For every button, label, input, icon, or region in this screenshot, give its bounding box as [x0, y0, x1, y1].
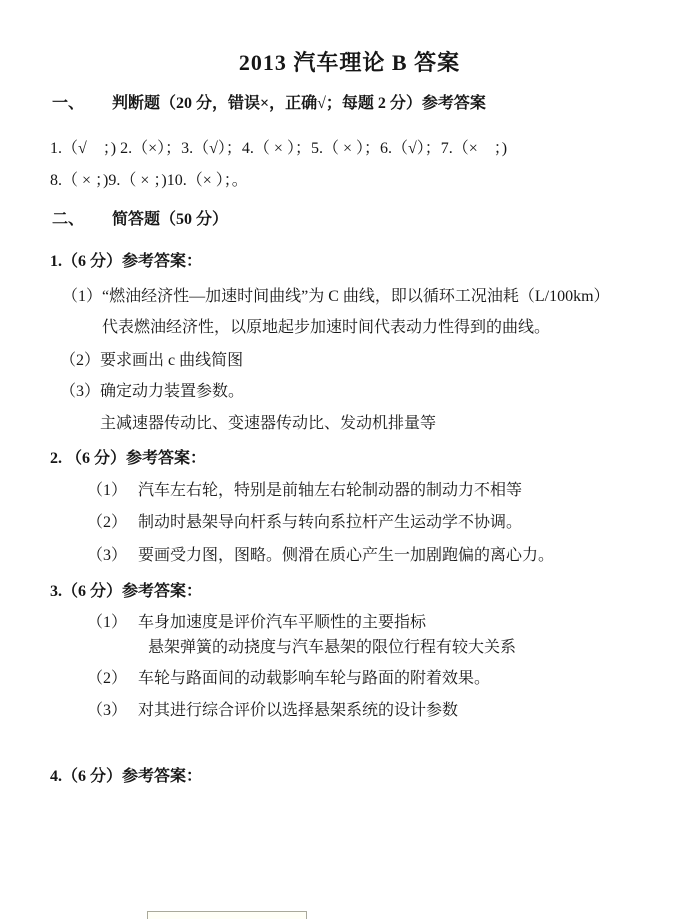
- q3-item-3-number: （3）: [87, 702, 128, 719]
- q3-heading: 3.（6 分）参考答案：: [50, 583, 203, 600]
- q1-item-3: （3）确定动力装置参数。: [60, 383, 245, 400]
- section-short-answer-title: 简答题（50 分）: [112, 211, 229, 228]
- q3-item-2-text: 车轮与路面间的动载影响车轮与路面的附着效果。: [138, 670, 491, 687]
- section-judgment-number: 一、: [52, 95, 85, 112]
- q2-item-3-text: 要画受力图，图略。侧滑在质心产生一加剧跑偏的离心力。: [138, 547, 555, 564]
- q3-item-1-detail: 悬架弹簧的动挠度与汽车悬架的限位行程有较大关系: [148, 639, 517, 656]
- q3-item-3-text: 对其进行综合评价以选择悬架系统的设计参数: [138, 702, 459, 719]
- q2-item-2-text: 制动时悬架导向杆系与转向系拉杆产生运动学不协调。: [138, 514, 523, 531]
- document-title: 2013 汽车理论 B 答案: [238, 50, 461, 75]
- q1-item-2: （2）要求画出 c 曲线简图: [60, 352, 244, 369]
- q2-item-1-number: （1）: [87, 482, 128, 499]
- q3-item-3: [87, 701, 458, 721]
- q2-item-1: [87, 481, 522, 501]
- q1-heading: 1.（6 分）参考答案：: [50, 253, 203, 270]
- q2-item-1-text: 汽车左右轮，特别是前轴左右轮制动器的制动力不相等: [138, 482, 523, 499]
- q2-heading: 2. （6 分）参考答案：: [50, 450, 207, 467]
- q3-item-2-number: （2）: [87, 670, 128, 687]
- q2-item-3-number: （3）: [87, 547, 128, 564]
- q3-item-1-text: 车身加速度是评价汽车平顺性的主要指标: [138, 614, 427, 631]
- q2-item-3: [87, 546, 554, 566]
- q3-item-1-number: （1）: [87, 614, 128, 631]
- q2-item-2-number: （2）: [87, 514, 128, 531]
- section-short-answer-number: 二、: [52, 211, 85, 228]
- judgment-answers-line-2: 8.（ × ；)9.（ × ；)10.（× ）；。: [50, 172, 248, 189]
- judgment-answers-line-1: 1.（√ ；) 2.（×）；3.（√）；4.（ × ）；5.（ × ）；6.（√）；7.（× ；): [50, 140, 508, 157]
- section-short-answer-heading: [52, 210, 228, 230]
- section-judgment-heading: [52, 94, 486, 114]
- q4-heading: 4.（6 分）参考答案：: [50, 768, 203, 785]
- q1-item-1-line-2: 代表燃油经济性，以原地起步加速时间代表动力性得到的曲线。: [102, 319, 551, 336]
- q1-item-1-line-1: （1）“燃油经济性—加速时间曲线”为 C 曲线，即以循环工况油耗（L/100km）: [62, 288, 610, 305]
- bottom-form-box: [147, 911, 307, 919]
- q3-item-1: [87, 613, 426, 633]
- q2-item-2: [87, 513, 522, 533]
- q1-item-3-detail: 主减速器传动比、变速器传动比、发动机排量等: [100, 415, 437, 432]
- q3-item-2: [87, 669, 490, 689]
- section-judgment-title: 判断题（20 分，错误×，正确√；每题 2 分）参考答案: [112, 95, 486, 112]
